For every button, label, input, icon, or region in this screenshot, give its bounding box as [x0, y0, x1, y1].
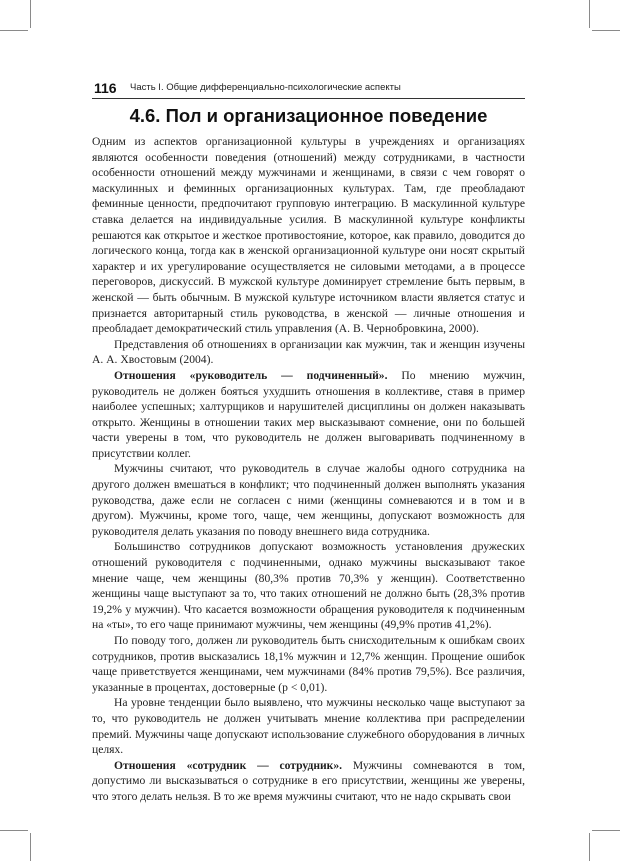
crop-mark: [592, 830, 620, 831]
paragraph: Мужчины считают, что руководитель в случае жалобы одного сотрудника на другого должен вмешаться в конфликт; что подчиненный должен выполнять указания руководства, даже если не согласен с ними (женщины сомневаются и в том и в другом). Мужчины, кроме того, чаще, чем женщины, допускают возможность для руководителя делать указания по поводу внешнего вида сотрудника.: [92, 462, 525, 538]
paragraph: Представления об отношениях в организации как мужчин, так и женщин изучены А. А. Хвостовым (2004).: [92, 337, 525, 367]
paragraph: [92, 368, 525, 462]
paragraph: [92, 758, 525, 805]
paragraph: Одним из аспектов организационной культуры в учреждениях и организациях являются особенности поведения (отношений) между сотрудниками, в частности особенности отношений между мужчинами и женщинами, в связи с чем говорят о маскулинных и феминных организационных культурах. Там, где преобладают феминные ценности, предпочитают групповую интеграцию. В маскулинной культуре ставка делается на индивидуальные усилия. В маскулинной культуре конфликты решаются как открытое и жесткое противостояние, которое, как правило, доводится до логического конца, тогда как в женской организационной культуре они носят скрытый характер и их урегулирование осуществляется не силовыми методами, а в процессе переговоров, дискуссий. В мужской культуре доминирует стремление быть первым, в женской — быть обычным. В мужской культуре источником власти является статус и признается авторитарный стиль руководства, в женской — личные отношения и преобладает демократический стиль управления (А. В. Чернобровкина, 2000).: [92, 135, 525, 336]
crop-mark: [589, 833, 590, 861]
section-title: 4.6. Пол и организационное поведение: [129, 105, 488, 126]
paragraph: На уровне тенденции было выявлено, что мужчины несколько чаще выступают за то, что руководитель не должен учитывать мнение коллектива при распределении премий. Мужчины чаще допускают использование служебного оборудования в личных целях.: [92, 696, 525, 757]
paragraph: По поводу того, должен ли руководитель быть снисходительным к ошибкам своих сотрудников, против высказались 18,1% мужчин и 12,7% женщин. Прощение ошибок чаще приветствуется женщинами, чем мужчинами (84% против 79,5%). Все различия, указанные в процентах, достоверные (p < 0,01).: [92, 634, 525, 694]
crop-mark: [589, 0, 590, 28]
crop-mark: [30, 0, 31, 28]
paragraph: Большинство сотрудников допускают возможность установления дружеских отношений руководителя с подчиненными, однако мужчины высказывают такое мнение чаще, чем женщины (80,3% против 70,3% у женщин). Соответственно женщины чаще выступают за то, что таких отношений не должно быть (28,3% против 19,2% у мужчин). Что касается возможности обращения руководителя к подчиненным на «ты», то его чаще принимают мужчины, чем женщины (49,9% против 41,2%).: [92, 540, 525, 632]
page-number: 116: [94, 80, 117, 96]
page-header: [92, 80, 525, 99]
crop-mark: [0, 830, 28, 831]
crop-mark: [592, 30, 620, 31]
running-head: Часть I. Общие дифференциально-психологические аспекты: [130, 82, 401, 93]
paragraph-text: Мужчины сомневаются в том, допустимо ли высказываться о сотруднике в его присутствии, женщины же уверены, что этого делать нельзя. В то же время мужчины считают, что не надо скрывать свои: [92, 758, 525, 803]
paragraph-heading: Отношения «сотрудник — сотрудник».: [114, 758, 343, 772]
body-text: [92, 134, 525, 805]
crop-mark: [30, 833, 31, 861]
paragraph-heading: Отношения «руководитель — подчиненный».: [114, 368, 388, 382]
paragraph-text: По мнению мужчин, руководитель не должен бояться ухудшить отношения в коллективе, ставя в пример наиболее успешных; халтурщиков и нарушителей дисциплины он должен наказывать открыто. Женщины в отношении таких мер высказывают сомнение, они по большей части уверены в том, что руководитель не должен выговаривать подчиненному в присутствии коллег.: [92, 368, 525, 460]
crop-mark: [0, 30, 28, 31]
